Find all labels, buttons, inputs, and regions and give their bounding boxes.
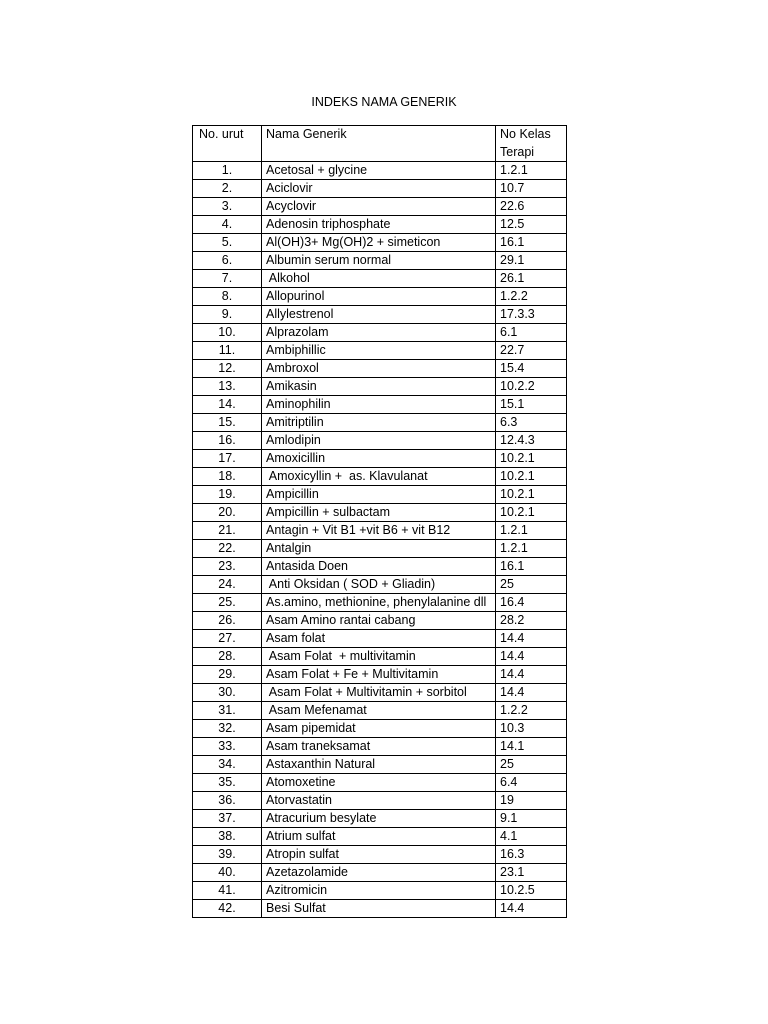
therapy-class-cell: 22.6	[496, 198, 567, 216]
table-row	[193, 252, 567, 270]
therapy-class-cell: 10.2.2	[496, 378, 567, 396]
row-number-cell: 5.	[193, 234, 262, 252]
table-row	[193, 882, 567, 900]
therapy-class-cell: 6.3	[496, 414, 567, 432]
table-row	[193, 342, 567, 360]
therapy-class-cell: 17.3.3	[496, 306, 567, 324]
page-title: INDEKS NAMA GENERIK	[311, 95, 457, 109]
table-row	[193, 162, 567, 180]
row-number-cell: 41.	[193, 882, 262, 900]
therapy-class-cell: 10.2.1	[496, 486, 567, 504]
generic-name-cell: Besi Sulfat	[262, 900, 496, 918]
row-number-cell: 36.	[193, 792, 262, 810]
row-number-cell: 35.	[193, 774, 262, 792]
therapy-class-cell: 1.2.1	[496, 522, 567, 540]
row-number-cell: 9.	[193, 306, 262, 324]
therapy-class-cell: 1.2.1	[496, 540, 567, 558]
therapy-class-cell: 22.7	[496, 342, 567, 360]
generic-name-cell: Ambroxol	[262, 360, 496, 378]
generic-name-cell: Albumin serum normal	[262, 252, 496, 270]
row-number-cell: 6.	[193, 252, 262, 270]
row-number-cell: 37.	[193, 810, 262, 828]
therapy-class-cell: 12.5	[496, 216, 567, 234]
therapy-class-cell: 4.1	[496, 828, 567, 846]
table-row	[193, 396, 567, 414]
therapy-class-cell: 15.1	[496, 396, 567, 414]
generic-name-cell: Asam Folat + Fe + Multivitamin	[262, 666, 496, 684]
therapy-class-cell: 10.3	[496, 720, 567, 738]
therapy-class-cell: 14.4	[496, 648, 567, 666]
generic-name-cell: Ampicillin	[262, 486, 496, 504]
row-number-cell: 11.	[193, 342, 262, 360]
row-number-cell: 34.	[193, 756, 262, 774]
column-header-nama-generik: Nama Generik	[262, 126, 496, 162]
table-row	[193, 900, 567, 918]
table-row	[193, 522, 567, 540]
table-row	[193, 198, 567, 216]
generic-name-cell: Aminophilin	[262, 396, 496, 414]
generic-name-cell: Acetosal + glycine	[262, 162, 496, 180]
table-row	[193, 810, 567, 828]
row-number-cell: 18.	[193, 468, 262, 486]
generic-name-cell: Amikasin	[262, 378, 496, 396]
table-row	[193, 486, 567, 504]
row-number-cell: 28.	[193, 648, 262, 666]
row-number-cell: 25.	[193, 594, 262, 612]
therapy-class-cell: 6.4	[496, 774, 567, 792]
generic-name-cell: Anti Oksidan ( SOD + Gliadin)	[262, 576, 496, 594]
row-number-cell: 30.	[193, 684, 262, 702]
row-number-cell: 38.	[193, 828, 262, 846]
generic-name-cell: Aciclovir	[262, 180, 496, 198]
generic-name-cell: Asam Folat + multivitamin	[262, 648, 496, 666]
table-row	[193, 846, 567, 864]
row-number-cell: 27.	[193, 630, 262, 648]
row-number-cell: 42.	[193, 900, 262, 918]
row-number-cell: 21.	[193, 522, 262, 540]
table-row	[193, 234, 567, 252]
generic-name-cell: Allopurinol	[262, 288, 496, 306]
therapy-class-cell: 25	[496, 756, 567, 774]
row-number-cell: 3.	[193, 198, 262, 216]
generic-name-cell: Antagin + Vit B1 +vit B6 + vit B12	[262, 522, 496, 540]
generic-name-cell: Asam folat	[262, 630, 496, 648]
table-row	[193, 540, 567, 558]
therapy-class-cell: 29.1	[496, 252, 567, 270]
row-number-cell: 1.	[193, 162, 262, 180]
table-row	[193, 648, 567, 666]
table-row	[193, 828, 567, 846]
row-number-cell: 40.	[193, 864, 262, 882]
generic-name-cell: Amlodipin	[262, 432, 496, 450]
row-number-cell: 24.	[193, 576, 262, 594]
generic-name-cell: Antalgin	[262, 540, 496, 558]
therapy-class-cell: 1.2.2	[496, 702, 567, 720]
therapy-class-cell: 14.4	[496, 900, 567, 918]
table-row	[193, 288, 567, 306]
table-row	[193, 792, 567, 810]
table-row	[193, 414, 567, 432]
table-row	[193, 468, 567, 486]
generic-name-cell: Atracurium besylate	[262, 810, 496, 828]
table-row	[193, 378, 567, 396]
generic-name-cell: Asam Amino rantai cabang	[262, 612, 496, 630]
therapy-class-cell: 16.1	[496, 234, 567, 252]
generic-name-cell: Azitromicin	[262, 882, 496, 900]
table-row	[193, 360, 567, 378]
table-row	[193, 684, 567, 702]
generic-name-cell: Amoxicillin	[262, 450, 496, 468]
therapy-class-cell: 10.2.1	[496, 468, 567, 486]
generic-name-cell: Azetazolamide	[262, 864, 496, 882]
row-number-cell: 14.	[193, 396, 262, 414]
table-row	[193, 612, 567, 630]
row-number-cell: 17.	[193, 450, 262, 468]
row-number-cell: 8.	[193, 288, 262, 306]
table-row	[193, 270, 567, 288]
table-row	[193, 576, 567, 594]
generic-name-cell: Al(OH)3+ Mg(OH)2 + simeticon	[262, 234, 496, 252]
table-row	[193, 864, 567, 882]
generic-name-cell: Atropin sulfat	[262, 846, 496, 864]
generic-name-index-table	[192, 125, 567, 918]
table-row	[193, 594, 567, 612]
therapy-class-cell: 10.2.1	[496, 450, 567, 468]
table-body	[193, 162, 567, 918]
therapy-class-cell: 6.1	[496, 324, 567, 342]
therapy-class-cell: 16.1	[496, 558, 567, 576]
generic-name-cell: Atomoxetine	[262, 774, 496, 792]
table-row	[193, 756, 567, 774]
generic-name-cell: Amoxicyllin + as. Klavulanat	[262, 468, 496, 486]
column-header-no-urut: No. urut	[193, 126, 262, 162]
table-row	[193, 774, 567, 792]
generic-name-cell: Ambiphillic	[262, 342, 496, 360]
row-number-cell: 19.	[193, 486, 262, 504]
therapy-class-cell: 14.4	[496, 684, 567, 702]
table-row	[193, 558, 567, 576]
table-row	[193, 306, 567, 324]
generic-name-cell: Asam Folat + Multivitamin + sorbitol	[262, 684, 496, 702]
therapy-class-cell: 14.1	[496, 738, 567, 756]
table-row	[193, 738, 567, 756]
generic-name-cell: Alprazolam	[262, 324, 496, 342]
therapy-class-cell: 14.4	[496, 630, 567, 648]
therapy-class-cell: 14.4	[496, 666, 567, 684]
table-row	[193, 666, 567, 684]
row-number-cell: 2.	[193, 180, 262, 198]
generic-name-cell: Allylestrenol	[262, 306, 496, 324]
row-number-cell: 32.	[193, 720, 262, 738]
generic-name-cell: Antasida Doen	[262, 558, 496, 576]
generic-name-cell: Atorvastatin	[262, 792, 496, 810]
row-number-cell: 22.	[193, 540, 262, 558]
row-number-cell: 39.	[193, 846, 262, 864]
therapy-class-cell: 10.7	[496, 180, 567, 198]
therapy-class-cell: 12.4.3	[496, 432, 567, 450]
row-number-cell: 16.	[193, 432, 262, 450]
table-row	[193, 630, 567, 648]
generic-name-cell: Astaxanthin Natural	[262, 756, 496, 774]
table-row	[193, 702, 567, 720]
therapy-class-cell: 10.2.1	[496, 504, 567, 522]
row-number-cell: 15.	[193, 414, 262, 432]
generic-name-cell: Atrium sulfat	[262, 828, 496, 846]
generic-name-cell: Asam Mefenamat	[262, 702, 496, 720]
therapy-class-cell: 16.3	[496, 846, 567, 864]
generic-name-cell: Adenosin triphosphate	[262, 216, 496, 234]
table-row	[193, 720, 567, 738]
table-row	[193, 504, 567, 522]
therapy-class-cell: 1.2.2	[496, 288, 567, 306]
generic-name-cell: Asam pipemidat	[262, 720, 496, 738]
row-number-cell: 13.	[193, 378, 262, 396]
generic-name-cell: Ampicillin + sulbactam	[262, 504, 496, 522]
row-number-cell: 4.	[193, 216, 262, 234]
table-row	[193, 432, 567, 450]
row-number-cell: 10.	[193, 324, 262, 342]
therapy-class-cell: 10.2.5	[496, 882, 567, 900]
row-number-cell: 26.	[193, 612, 262, 630]
row-number-cell: 12.	[193, 360, 262, 378]
table-header-row	[193, 126, 567, 162]
row-number-cell: 31.	[193, 702, 262, 720]
table-row	[193, 180, 567, 198]
table-row	[193, 450, 567, 468]
row-number-cell: 7.	[193, 270, 262, 288]
therapy-class-cell: 15.4	[496, 360, 567, 378]
therapy-class-cell: 19	[496, 792, 567, 810]
therapy-class-cell: 26.1	[496, 270, 567, 288]
therapy-class-cell: 9.1	[496, 810, 567, 828]
table-row	[193, 324, 567, 342]
generic-name-cell: Acyclovir	[262, 198, 496, 216]
row-number-cell: 33.	[193, 738, 262, 756]
therapy-class-cell: 28.2	[496, 612, 567, 630]
therapy-class-cell: 1.2.1	[496, 162, 567, 180]
column-header-no-kelas-terapi: No Kelas Terapi	[496, 126, 567, 162]
row-number-cell: 20.	[193, 504, 262, 522]
generic-name-cell: Asam traneksamat	[262, 738, 496, 756]
generic-name-cell: As.amino, methionine, phenylalanine dll	[262, 594, 496, 612]
generic-name-cell: Amitriptilin	[262, 414, 496, 432]
table-row	[193, 216, 567, 234]
row-number-cell: 23.	[193, 558, 262, 576]
therapy-class-cell: 23.1	[496, 864, 567, 882]
therapy-class-cell: 16.4	[496, 594, 567, 612]
row-number-cell: 29.	[193, 666, 262, 684]
therapy-class-cell: 25	[496, 576, 567, 594]
generic-name-cell: Alkohol	[262, 270, 496, 288]
